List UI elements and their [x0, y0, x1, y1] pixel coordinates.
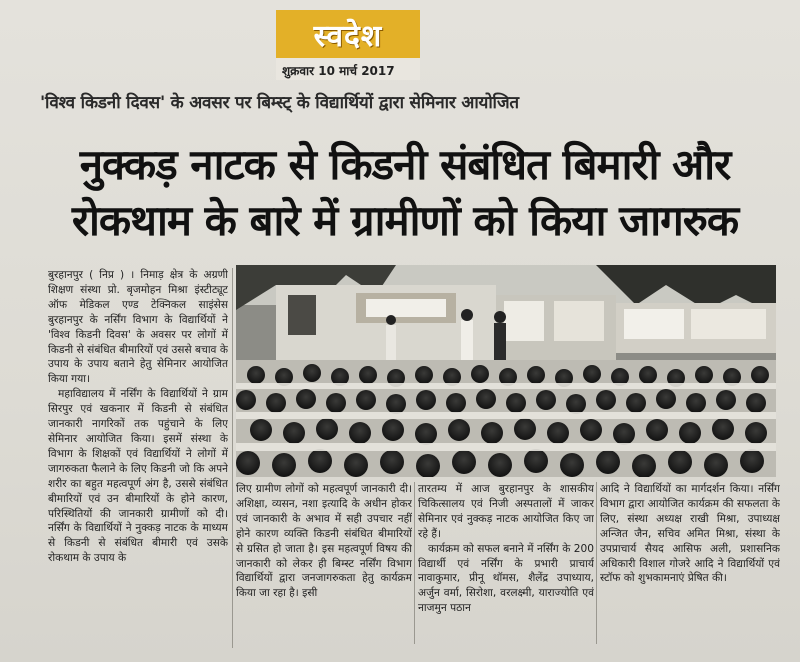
headline-line-1: नुक्कड़ नाटक से किडनी संबंधित बिमारी और: [79, 140, 731, 189]
article-column-1: [48, 268, 228, 650]
headline-kicker: 'विश्व किडनी दिवस' के अवसर पर बिम्स्ट् के विद्यार्थियों द्वारा सेमिनार आयोजित: [40, 93, 519, 113]
article-column-3: [418, 482, 594, 642]
article-paragraph: तारतम्य में आज बुरहानपुर के शासकीय चिकित्सालय एवं निजी अस्पतालों में जाकर सेमिनार एवं नुक्कड़ नाटक आयोजित किए जा रहे हैं।: [418, 483, 594, 540]
column-divider: [596, 482, 597, 644]
article-paragraph: महाविद्यालय में नर्सिंग के विद्यार्थियों ने ग्राम सिरपुर एवं खकनार में किडनी से संबंधित जानकारी नागरिकों तक पहुंचाने के लिए सेमिनार आयोजित किया। इसमें संस्था के विभाग के शिक्षकों एवं विद्यार्थियों ने लोगों में जागरुकता फैलाने के लिए किडनी जो कि अपने शरीर का बहुत महत्वपूर्ण अंग है, उससे संबंधित बीमारियों एवं उन बीमारियों के होने कारण, परिस्थितियों की जानकारी ग्रामीणों को दी। नर्सिंग के विद्यार्थियों ने नुक्कड़ नाटक के माध्यम से किडनी से संबंधित बीमारी एवं उसके रोकथाम के उपाय के: [48, 388, 228, 565]
article-paragraph: लिए ग्रामीण लोगों को महत्वपूर्ण जानकारी दी। अशिक्षा, व्यसन, नशा इत्यादि के अधीन होकर एवं जानकारी के अभाव में सही उपचार नहीं होने कारण व्यक्ति किडनी संबंधित बीमारियों से ग्रसित हो जाता है। इस महत्वपूर्ण विषय की जानकारी को लेकर ही बिम्स्ट नर्सिंग विभाग विद्यार्थियों द्वारा जनजागरुकता हेतु कार्यक्रम किया जा रहा है। इसी: [236, 483, 412, 600]
column-divider: [232, 268, 233, 648]
publication-date: शुक्रवार 10 मार्च 2017: [282, 64, 395, 78]
article-paragraph: कार्यक्रम को सफल बनाने में नर्सिंग के 200 विद्यार्थी एवं नर्सिंग के प्रभारी प्राचार्य नावाकुमार, प्रीनू थॉमस, शैलेंद्र उपाध्याय, अर्जुन वर्मा, सिरोशा, वरलक्ष्मी, याराज्योति एवं नाजमुन पठान: [418, 542, 594, 615]
headline-line-2: रोकथाम के बारे में ग्रामीणों को किया जागरुक: [71, 196, 739, 245]
newspaper-logo: स्वदेश: [276, 10, 420, 58]
article-column-2: [236, 482, 412, 642]
seminar-crowd-photo-icon: [236, 265, 776, 477]
masthead: [276, 10, 420, 80]
news-photo: [236, 265, 776, 477]
article-column-4: [600, 482, 780, 642]
article-paragraph: बुरहानपुर ( निप्र ) । निमाड़ क्षेत्र के अग्रणी शिक्षण संस्था प्रो. बृजमोहन मिश्रा इंस्टीट्यूट ऑफ मेडिकल एण्ड टेक्निकल साइंसेस बुरहानपुर के नर्सिंग विभाग के विद्यार्थियों ने 'विश्व किडनी दिवस' के अवसर पर लोगों में किडनी से संबंधित बीमारियों एवं उससे बचाव के उपाय के उपाय बताने हेतु सेमिनार आयोजित किया गया।: [48, 269, 228, 386]
column-divider: [414, 482, 415, 644]
article-paragraph: आदि ने विद्यार्थियों का मार्गदर्शन किया। नर्सिंग विभाग द्वारा आयोजित कार्यक्रम की सफलता के लिए, संस्था अध्यक्ष राखी मिश्रा, उपाध्यक्ष अन्जित जैन, सचिव अमित मिश्रा, संस्था के उपप्राचार्य सैयद आसिफ अली, प्रशासनिक अधिकारी विशाल गोजरे आदि ने विद्यार्थियों एवं स्टॉफ को शुभकामनाएं प्रेषित की।: [600, 483, 780, 585]
